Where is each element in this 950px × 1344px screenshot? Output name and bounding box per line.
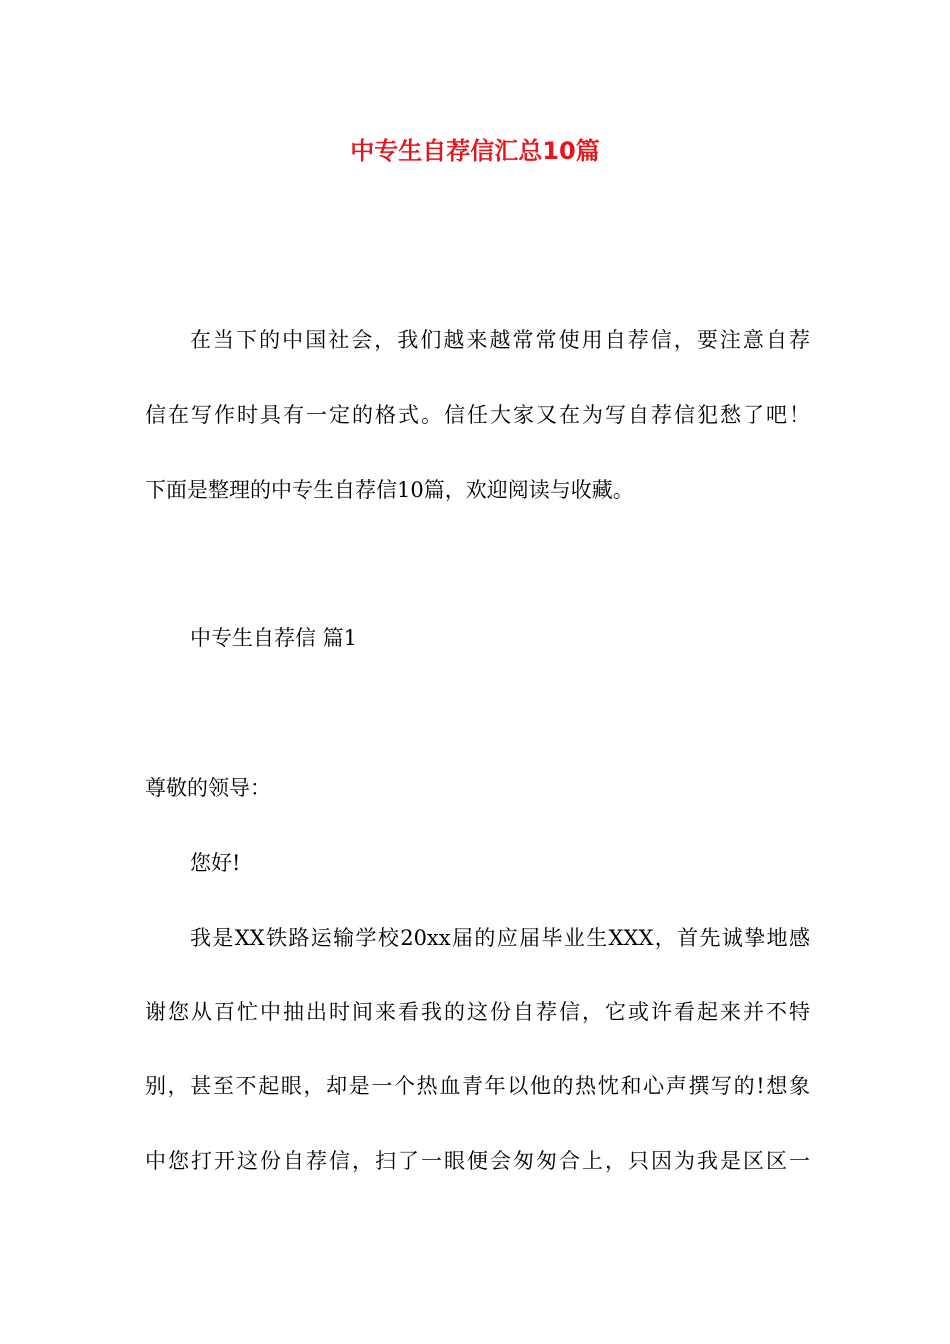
intro-line-1: 在当下的中国社会，我们越来越常常使用自荐信，要注意自荐 [190,328,810,352]
greeting: 您好! [190,851,241,875]
body-line-2: 谢您从百忙中抽出时间来看我的这份自荐信，它或许看起来并不特 [145,1000,810,1024]
intro-line-2: 信在写作时具有一定的格式。信任大家又在为写自荐信犯愁了吧！ [145,403,810,427]
body-line-4: 中您打开这份自荐信，扫了一眼便会匆匆合上，只因为我是区区一 [145,1149,810,1173]
salutation: 尊敬的领导： [145,776,271,800]
document-title: 中专生自荐信汇总10篇 [350,137,600,165]
body-line-1: 我是XX铁路运输学校20xx届的应届毕业生XXX，首先诚挚地感 [190,926,810,950]
section-heading: 中专生自荐信 篇1 [190,626,358,650]
body-line-3: 别，甚至不起眼，却是一个热血青年以他的热忱和心声撰写的!想象 [145,1074,810,1098]
intro-line-3: 下面是整理的中专生自荐信10篇，欢迎阅读与收藏。 [145,478,634,502]
